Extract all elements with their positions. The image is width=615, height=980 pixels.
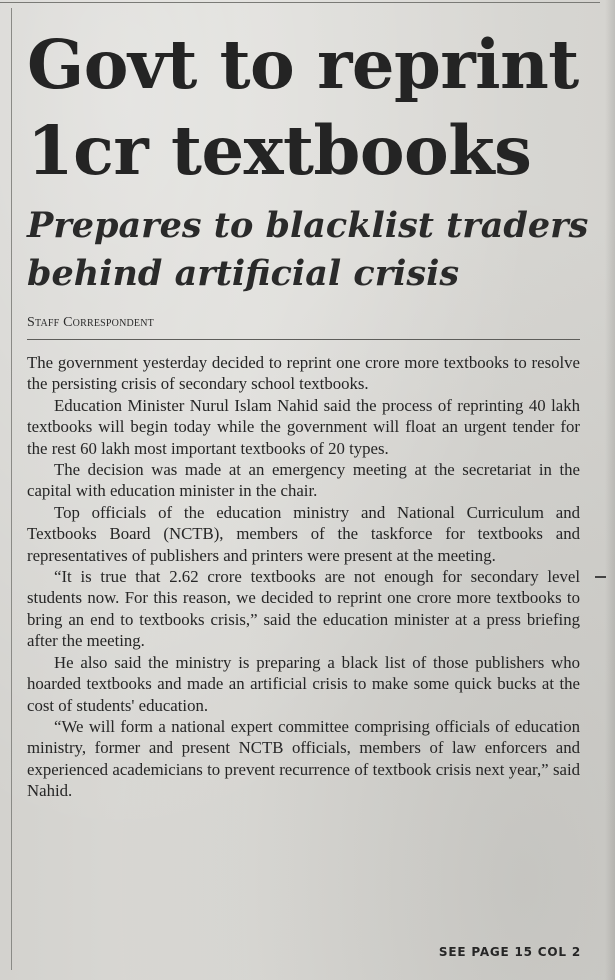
subheadline [27,202,589,298]
headline-line: 1cr textbooks [27,111,532,190]
article-paragraph: The decision was made at an emergency meeting at the secretariat in the capital with education minister in the chair. [27,460,580,501]
article-paragraph: “We will form a national expert committee comprising officials of education ministry, former and present NCTB officials, members of law enforcers and experienced academicians to prevent recurrence of textbook crisis next year,” said Nahid. [27,716,580,801]
article-paragraph: He also said the ministry is preparing a black list of those publishers who hoarded textbooks and made an artificial crisis to make some quick bucks at the cost of students' education. [27,652,580,715]
margin-mark [595,576,606,578]
subheadline-line: Prepares to blacklist traders [27,205,589,246]
article-body [27,352,580,802]
continuation-jump-line: SEE PAGE 15 COL 2 [438,945,581,959]
article-paragraph: Top officials of the education ministry and National Curriculum and Textbooks Board (NCTB), members of the taskforce for textbooks and representatives of publishers and printers were present at the meeting. [27,502,580,565]
byline: Staff Correspondent [27,315,580,340]
article-paragraph: “It is true that 2.62 crore textbooks are not enough for secondary level students now. For this reason, we decided to reprint one crore more textbooks to bring an end to textbooks crisis,” said the education minister at a press briefing after the meeting. [27,567,580,651]
article-paragraph: Education Minister Nurul Islam Nahid said the process of reprinting 40 lakh textbooks will begin today while the government will float an urgent tender for the rest 60 lakh most important textbooks of 20 types. [27,395,580,458]
page-top-rule [0,2,600,3]
article-paragraph: The government yesterday decided to reprint one crore more textbooks to resolve the persisting crisis of secondary school textbooks. [27,353,580,394]
news-article [27,22,589,802]
column-rule [11,8,12,970]
headline [27,22,580,194]
headline-line: Govt to reprint [27,25,579,104]
subheadline-line: behind artificial crisis [27,253,460,294]
page-edge-shadow [605,0,615,980]
